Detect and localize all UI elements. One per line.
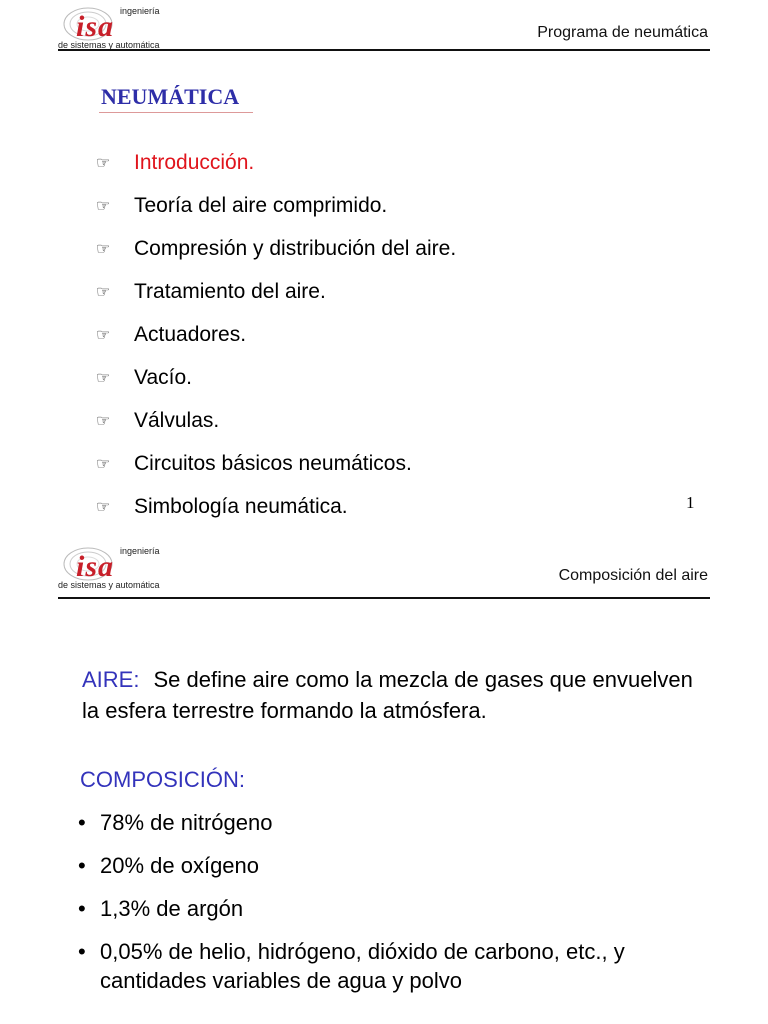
pointing-hand-icon: ☞	[96, 283, 111, 301]
logo-bottom-text: de sistemas y automática	[58, 580, 160, 590]
topic-item-actuadores[interactable]	[96, 313, 456, 356]
topic-label: Vacío.	[134, 365, 192, 389]
slide-2	[0, 540, 768, 1024]
isa-logo	[58, 546, 178, 590]
air-definition	[82, 664, 702, 726]
topic-item-compresion[interactable]	[96, 227, 456, 270]
topic-label: Introducción.	[134, 150, 255, 174]
bullet-dot-icon: •	[78, 853, 86, 878]
pointing-hand-icon: ☞	[96, 369, 111, 387]
list-item	[78, 937, 678, 995]
topic-item-simbologia[interactable]	[96, 485, 456, 528]
list-item	[78, 851, 678, 880]
topic-item-circuitos[interactable]	[96, 442, 456, 485]
list-item-text: 0,05% de helio, hidrógeno, dióxido de carbono, etc., y cantidades variables de agua y polvo	[100, 939, 625, 993]
logo-bottom-text: de sistemas y automática	[58, 40, 160, 50]
topic-label: Teoría del aire comprimido.	[134, 193, 388, 217]
deck-title-underline	[99, 112, 253, 113]
composition-list	[78, 808, 678, 1009]
header-title: Composición del aire	[558, 567, 708, 584]
logo-mark: isa	[76, 10, 115, 43]
topic-item-teoria[interactable]	[96, 184, 456, 227]
topic-label: Tratamiento del aire.	[134, 279, 326, 303]
list-item-text: 1,3% de argón	[100, 896, 244, 921]
pointing-hand-icon: ☞	[96, 197, 111, 215]
topic-list	[96, 141, 456, 528]
logo-top-text: ingeniería	[120, 546, 160, 556]
topic-label: Circuitos básicos neumáticos.	[134, 451, 412, 475]
list-item-text: 20% de oxígeno	[100, 853, 260, 878]
topic-item-valvulas[interactable]	[96, 399, 456, 442]
topic-item-tratamiento[interactable]	[96, 270, 456, 313]
logo-mark: isa	[76, 550, 115, 583]
definition-term: AIRE:	[82, 667, 140, 692]
header-rule	[58, 49, 710, 51]
pointing-hand-icon: ☞	[96, 412, 111, 430]
pointing-hand-icon: ☞	[96, 240, 111, 258]
topic-label: Válvulas.	[134, 408, 220, 432]
bullet-dot-icon: •	[78, 896, 86, 921]
pointing-hand-icon: ☞	[96, 154, 111, 172]
deck-title: NEUMÁTICA	[101, 84, 240, 109]
pointing-hand-icon: ☞	[96, 455, 111, 473]
topic-label: Actuadores.	[134, 322, 247, 346]
isa-logo	[58, 6, 178, 50]
page-number: 1	[686, 493, 695, 512]
composition-title: COMPOSICIÓN:	[80, 767, 246, 792]
bullet-dot-icon: •	[78, 939, 86, 964]
pointing-hand-icon: ☞	[96, 326, 111, 344]
header-rule	[58, 597, 710, 599]
logo-top-text: ingeniería	[120, 6, 160, 16]
topic-label: Compresión y distribución del aire.	[134, 236, 457, 260]
topic-item-introduccion[interactable]	[96, 141, 456, 184]
bullet-dot-icon: •	[78, 810, 86, 835]
pointing-hand-icon: ☞	[96, 498, 111, 516]
header-title: Programa de neumática	[537, 24, 708, 41]
list-item	[78, 894, 678, 923]
list-item-text: 78% de nitrógeno	[100, 810, 273, 835]
topic-item-vacio[interactable]	[96, 356, 456, 399]
definition-text: Se define aire como la mezcla de gases que envuelven la esfera terrestre formando la atmósfera.	[82, 667, 693, 723]
list-item	[78, 808, 678, 837]
topic-label: Simbología neumática.	[134, 494, 348, 518]
